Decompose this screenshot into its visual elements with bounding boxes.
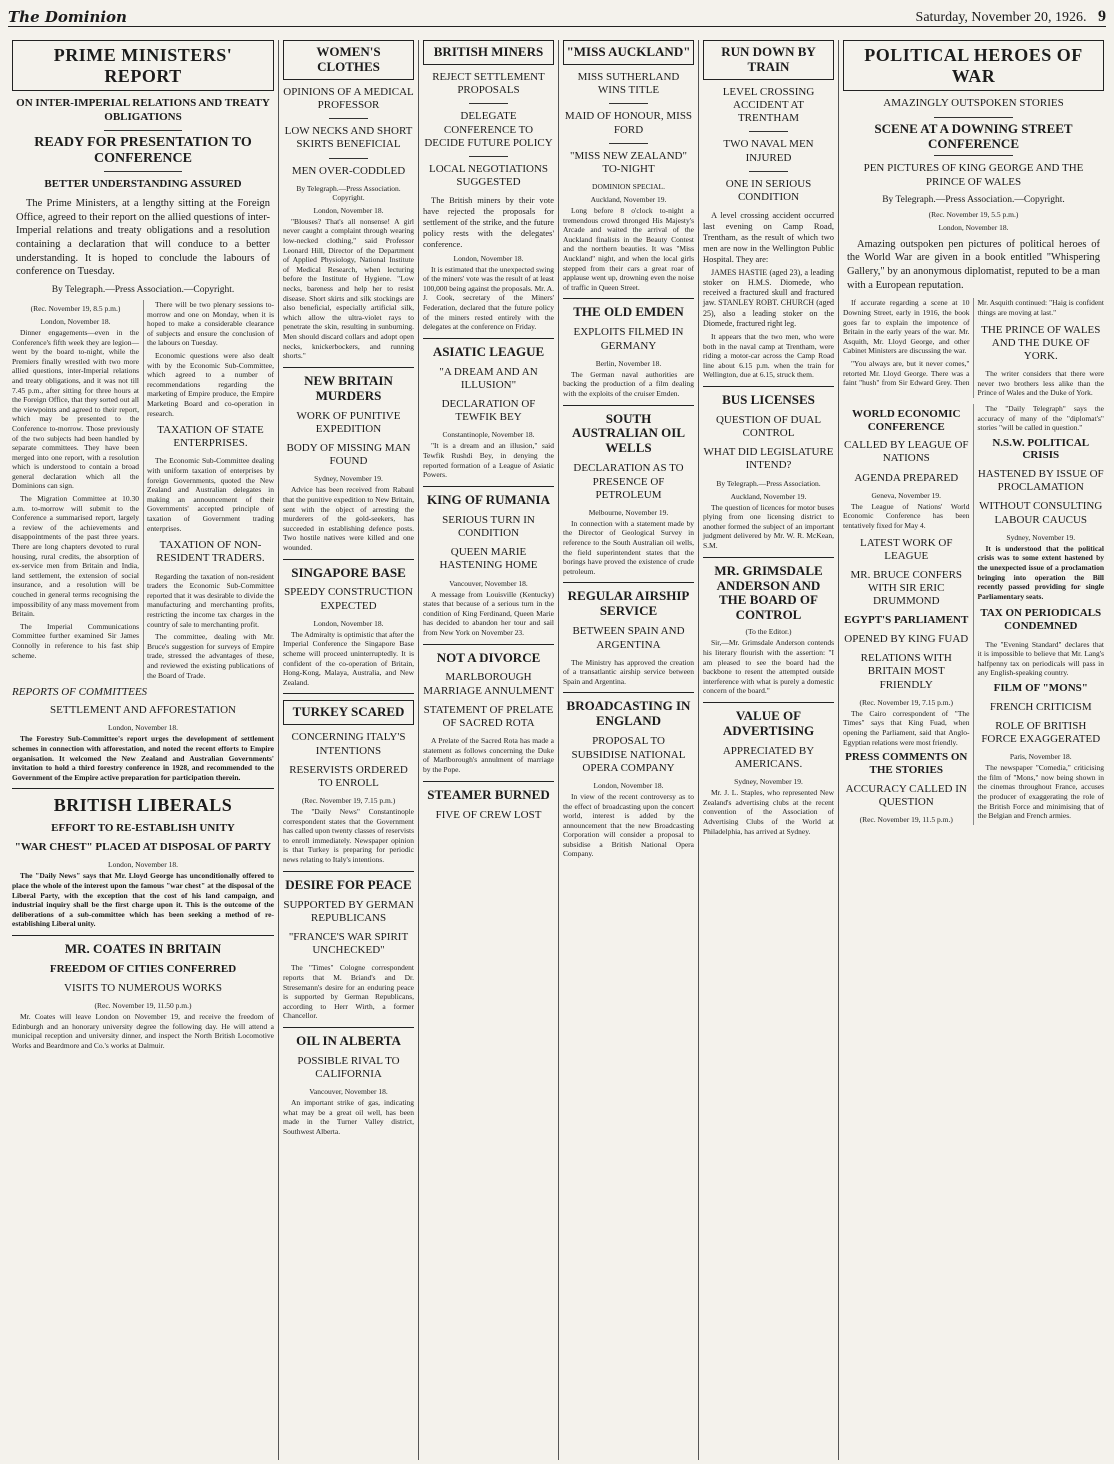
divider xyxy=(563,692,694,693)
subhead: CONCERNING ITALY'S INTENTIONS xyxy=(291,731,406,757)
subhead: "A DREAM AND AN ILLUSION" xyxy=(439,365,538,391)
place-line: London, November 18. xyxy=(40,316,111,326)
headline-press-comments: PRESS COMMENTS ON THE STORIES xyxy=(845,751,968,776)
headline-broadcasting: BROADCASTING IN ENGLAND xyxy=(566,698,691,729)
divider xyxy=(703,557,834,558)
subhead: "FRANCE'S WAR SPIRIT UNCHECKED" xyxy=(288,930,409,957)
divider xyxy=(104,130,183,131)
subhead: PROPOSAL TO SUBSIDISE NATIONAL OPERA COMPANY xyxy=(571,735,686,774)
subhead: FRENCH CRITICISM xyxy=(989,700,1092,713)
place-line: Vancouver, November 18. xyxy=(449,578,528,588)
divider xyxy=(104,171,183,172)
subhead: RESERVISTS ORDERED TO ENROLL xyxy=(289,763,408,789)
paragraph: The "Daily News" Constantinople correspondent states that the Government has called upon twenty classes of reservists to enroll immediately. Newspaper opinion is that Turkey is preparing for periodic news relating to Italy's intentions. xyxy=(283,807,414,865)
paragraph: The question of licences for motor buses plying from one licensing district to another formed the subject of an important judgment delivered by Mr. W. R. McKean, S.M. xyxy=(703,502,834,550)
subhead: APPRECIATED BY AMERICANS. xyxy=(722,744,815,770)
subhead: FREEDOM OF CITIES CONFERRED xyxy=(49,962,237,975)
subhead: TWO NAVAL MEN INJURED xyxy=(723,138,814,164)
subhead: MEN OVER-CODDLED xyxy=(291,164,406,177)
subhead: DECLARATION OF TEWFIK BEY xyxy=(441,398,536,424)
divider xyxy=(329,158,368,159)
subhead: WITHOUT CONSULTING LABOUR CAUCUS xyxy=(979,500,1103,526)
paragraph: The Cairo correspondent of "The Times" says that King Fuad, when opening the Parliament, said that Anglo-Egyptian relations were most friendly. xyxy=(843,708,970,747)
paragraph: A Prelate of the Sacred Rota has made a statement as follows concerning the Duke of Marlborough's annulment of marriage by the Pope. xyxy=(423,736,554,774)
divider xyxy=(934,155,1012,156)
subhead: DECLARATION AS TO PRESENCE OF PETROLEUM xyxy=(573,462,684,501)
paragraph: Mr. Coates will leave London on November 19, and receive the freedom of Edinburgh and an honorary university degree the following day. He will attend a municipal reception and university dinner, and inspect the North British Locomotive Works and Beardmore and Co.'s works at Dalmuir. xyxy=(12,1012,274,1050)
divider xyxy=(934,117,1012,118)
subhead: ACCURACY CALLED IN QUESTION xyxy=(845,782,967,808)
column-4 xyxy=(558,40,698,1460)
paragraph: In connection with a statement made by the Director of Geological Survey in reference to the South Australian oil wells, the field superintendent states that the borings have proved the existence of crude petroleum. xyxy=(563,518,694,576)
paragraph: The "Times" Cologne correspondent reports that M. Briand's and Dr. Stresemann's desire for an enduring peace is supported by German Republicans, according to Herr Wirth, a former Chancellor. xyxy=(283,963,414,1021)
paragraph: The German naval authorities are backing the production of a film dealing with the exploits of the cruiser Emden. xyxy=(563,369,694,398)
divider xyxy=(703,702,834,703)
place-line: Vancouver, November 18. xyxy=(309,1087,388,1097)
byline: By Telegraph.—Press Association. Copyright. xyxy=(296,183,401,202)
paragraph: The "Evening Standard" declares that it is impossible to believe that Mr. Lang's halfpenny tax on periodicals will pass in any English-speaking country. xyxy=(977,639,1104,678)
subhead: RELATIONS WITH BRITAIN MOST FRIENDLY xyxy=(860,652,952,691)
headline-world-economic: WORLD ECONOMIC CONFERENCE xyxy=(852,407,961,433)
divider xyxy=(749,131,788,132)
subhead: BODY OF MISSING MAN FOUND xyxy=(286,441,411,468)
section-heading: TAXATION OF STATE ENTERPRISES. xyxy=(157,424,264,450)
byline: By Telegraph.—Press Association. xyxy=(716,478,821,488)
place-line: Berlin, November 18. xyxy=(595,358,662,368)
headline-old-emden: THE OLD EMDEN xyxy=(573,304,684,320)
headline-steamer-burned: STEAMER BURNED xyxy=(427,786,550,802)
subhead: SERIOUS TURN IN CONDITION xyxy=(442,513,535,539)
section-heading: REPORTS OF COMMITTEES xyxy=(12,686,148,699)
paragraph: The committee, dealing with Mr. Bruce's suggestion for surveys of Empire trade, stressed the advantages of these, and reviewed the existing publications of the Board of Trade. xyxy=(147,632,274,680)
paragraph: The "Daily News" says that Mr. Lloyd George has unconditionally offered to place the whole of the interest upon the famous "war chest" at the disposal of the Liberal Party, with the exception that the cost of his land campaign, and industrial inquiry shall be the first charge upon it. This is the outcome of the deliberations of a sub-committee which has been seeking a method of re-establishing Liberal unity. xyxy=(12,871,274,929)
editor-line: (To the Editor.) xyxy=(745,627,792,637)
divider xyxy=(749,171,788,172)
subhead: CALLED BY LEAGUE OF NATIONS xyxy=(843,439,969,465)
subhead: MISS SUTHERLAND WINS TITLE xyxy=(577,70,680,97)
divider xyxy=(563,582,694,583)
byline: By Telegraph.—Press Association.—Copyright. xyxy=(882,194,1065,205)
headline-grimsdale: MR. GRIMSDALE ANDERSON AND THE BOARD OF CONTROL xyxy=(714,562,823,623)
divider xyxy=(283,1027,414,1028)
subhead: SPEEDY CONSTRUCTION EXPECTED xyxy=(284,586,413,612)
paragraph: The Economic Sub-Committee dealing with uniform taxation of enterprises by foreign Governments, quoted the New Zealand and Australian delegates in making an announcement of their Governments' accepted principle of taxation of Government trading enterprises. xyxy=(147,456,274,533)
paragraph: The League of Nations' World Economic Conference has been tentatively fixed for May 4. xyxy=(843,501,970,530)
subhead: BETTER UNDERSTANDING ASSURED xyxy=(44,177,242,190)
divider xyxy=(423,644,554,645)
section-heading: TAXATION OF NON-RESIDENT TRADERS. xyxy=(156,539,265,565)
paragraph: It appears that the two men, who were both in the naval camp at Trentham, were riding a motor-car across the Camp Road line about 6.15 p.m. when the train for Wellington, due at 6.15, struck them. xyxy=(703,331,834,380)
paragraph: Advice has been received from Rabaul that the punitive expedition to New Britain, sent with the object of arresting the murderers of the gold-seekers, has succeeded in establishing defence posts. Two hostile natives were killed and one wounded. xyxy=(283,485,414,552)
place-line: Auckland, November 19. xyxy=(590,195,667,205)
column-5 xyxy=(698,40,838,1460)
paragraph: The writer considers that there were never two brothers less alike than the Prince of Wales and the Duke of York. xyxy=(977,369,1104,398)
lead-paragraph: A level crossing accident occurred last evening on Camp Road, Trentham, as the result of which two men are now in the Wellington Public Hospital. They are: xyxy=(703,210,834,264)
headline-british-liberals: BRITISH LIBERALS xyxy=(53,795,233,816)
divider xyxy=(609,143,648,144)
dateline: (Rec. November 19, 7.15 p.m.) xyxy=(859,697,954,707)
place-line: London, November 18. xyxy=(938,222,1009,232)
paragraph: Long before 8 o'clock to-night a tremendous crowd thronged His Majesty's Arcade and waited the arrival of the Auckland finalists in the Beauty Contest and the northern beauties. It was "Miss Auckland" night, and when the local girls stepped from their cars a great roar of applause went up, drowning even the noise of traffic in Queen Street. xyxy=(563,206,694,292)
dateline: (Rec. November 19, 11.5 p.m.) xyxy=(859,814,953,824)
special-line: DOMINION SPECIAL. xyxy=(592,182,665,192)
subhead: LATEST WORK OF LEAGUE xyxy=(860,536,953,562)
paragraph: The newspaper "Comedia," criticising the film of "Mons," now being shown in the cinemas throughout France, accuses the producer of exaggerating the role of the British Force and minimising that of the Belgian and French armies. xyxy=(977,763,1104,821)
article-body xyxy=(12,300,274,680)
subhead: PEN PICTURES OF KING GEORGE AND THE PRINCE OF WALES xyxy=(863,162,1084,188)
subhead: TAX ON PERIODICALS CONDEMNED xyxy=(980,607,1102,633)
place-line: London, November 18. xyxy=(108,860,178,870)
subhead: OPINIONS OF A MEDICAL PROFESSOR xyxy=(283,85,414,112)
subhead: FIVE OF CREW LOST xyxy=(435,808,542,821)
subhead: LEVEL CROSSING ACCIDENT AT TRENTHAM xyxy=(722,85,815,125)
headline-new-britain: NEW BRITAIN MURDERS xyxy=(304,372,393,403)
paragraph: In view of the recent controversy as to the effect of broadcasting upon the concert world, interest is added by the announcement that the new Broadcasting Corporation will consider a proposal to subsidise a British National Opera Company. xyxy=(563,791,694,859)
paragraph: Economic questions were also dealt with by the Economic Sub-Committee, which agreed to a number of recommendations regarding the marketing of Empire produce, the Empire Marketing Board and co-operation in research. xyxy=(147,350,274,418)
place-line: Sydney, November 19. xyxy=(1006,532,1076,542)
subhead: STATEMENT OF PRELATE OF SACRED ROTA xyxy=(423,703,554,729)
subhead: "MISS NEW ZEALAND" TO-NIGHT xyxy=(570,149,687,175)
place-line: London, November 18. xyxy=(313,205,384,215)
divider xyxy=(423,781,554,782)
subhead: READY FOR PRESENTATION TO CONFERENCE xyxy=(34,134,252,166)
place-line: Geneva, November 19. xyxy=(871,490,942,500)
subhead: QUESTION OF DUAL CONTROL xyxy=(715,413,822,440)
paragraph: "Blouses? That's all nonsense! A girl never caught a complaint through wearing low-necked clothing," said Professor Leonard Hill, Director of the Department of Applied Physiology, National Institute of Medical Research, when lecturing before the Institute of Hygiene. "Low necks, bareness and help her to resist disease. Short skirts and silk stockings are also beneficial, especially artificial silk, which allow the ultra-violet rays to penetrate the skin, resulting in sunburning. Men should discard collars and adopt open necks, knickerbockers, and running shorts." xyxy=(283,216,414,361)
headline-film-mons: FILM OF "MONS" xyxy=(993,682,1088,695)
headline-coates: MR. COATES IN BRITAIN xyxy=(64,940,222,956)
place-line: Auckland, November 19. xyxy=(730,491,807,501)
divider xyxy=(469,103,508,104)
subhead: LOCAL NEGOTIATIONS SUGGESTED xyxy=(428,162,549,189)
headline-womens-clothes: WOMEN'S CLOTHES xyxy=(283,40,414,80)
divider xyxy=(423,486,554,487)
divider xyxy=(283,559,414,560)
subhead: LOW NECKS AND SHORT SKIRTS BENEFICIAL xyxy=(284,125,413,151)
paragraph: An important strike of gas, indicating what may be a great oil well, has been made in the Turner Valley district, Southwest Alberta. xyxy=(283,1098,414,1136)
byline: By Telegraph.—Press Association.—Copyright. xyxy=(51,284,235,295)
place-line: Sydney, November 19. xyxy=(314,474,383,484)
column-3 xyxy=(418,40,558,1460)
subhead: DELEGATE CONFERENCE TO DECIDE FUTURE POLICY xyxy=(424,110,553,149)
headline-nsw-crisis: N.S.W. POLITICAL CRISIS xyxy=(992,436,1090,462)
headline-oil-wells: SOUTH AUSTRALIAN OIL WELLS xyxy=(571,410,686,456)
article-body xyxy=(843,298,1104,398)
subhead: MARLBOROUGH MARRIAGE ANNULMENT xyxy=(423,671,554,697)
page-number: 9 xyxy=(1098,8,1106,25)
dateline: (Rec. November 19, 8.5 p.m.) xyxy=(30,303,121,313)
paragraph: The "Daily Telegraph" says the accuracy of many of the "diplomat's" stories "will be called in question." xyxy=(977,403,1104,433)
divider xyxy=(329,118,368,119)
subhead: MAID OF HONOUR, MISS FORD xyxy=(564,110,693,136)
date-text: Saturday, November 20, 1926. xyxy=(915,10,1087,25)
paragraph: The Migration Committee at 10.30 a.m. to-morrow will submit to the Conference a summarised report, largely a review of the achievements and disappointments of the past three years. There are long chapters devoted to rural housing, rural credits, the absorption of ex-service men from Britain and India, land settlement, the extension of social insurance, and a resolution will be couched in general terms recognising the impossibility of any mass movement from Britain. xyxy=(12,494,139,619)
paragraph: The Admiralty is optimistic that after the Imperial Conference the Singapore Base scheme will proceed uninterruptedly. It is confident of the co-operation of Britain, Hong-Kong, Malaya, Australia, and New Zealand. xyxy=(283,629,414,687)
headline-british-miners: BRITISH MINERS xyxy=(423,40,554,65)
subhead: WHAT DID LEGISLATURE INTEND? xyxy=(703,446,834,472)
section-heading: THE PRINCE OF WALES AND THE DUKE OF YORK. xyxy=(981,323,1101,362)
subhead: HASTENED BY ISSUE OF PROCLAMATION xyxy=(977,467,1104,494)
divider xyxy=(423,338,554,339)
lead-paragraph: The Prime Ministers, at a lengthy sitting at the Foreign Office, agreed to their report on the allied questions of inter-Imperial relations and treaty obligations and a resolution containing a declaration that will conduce to a better understanding. It is hoped to conclude the labours of conference on Tuesday. xyxy=(16,198,270,278)
subhead: MR. BRUCE CONFERS WITH SIR ERIC DRUMMOND xyxy=(850,568,963,608)
subhead: SCENE AT A DOWNING STREET CONFERENCE xyxy=(874,120,1073,151)
paragraph: Regarding the taxation of non-resident traders the Economic Sub-Committee reported that it was desirable to divide the manufacturing and merchanting profits, restricting the income tax charges in the country of sale to merchanting profit. xyxy=(147,571,274,629)
subhead: REJECT SETTLEMENT PROPOSALS xyxy=(432,70,545,97)
divider xyxy=(469,156,508,157)
headline-airship: REGULAR AIRSHIP SERVICE xyxy=(567,588,690,619)
divider xyxy=(283,871,414,872)
lead-paragraph: Amazing outspoken pen pictures of political heroes of the World War are given in a book entitled "Whispering Gallery," by an anonymous diplomatist, reputed to be a man with a European reputation. xyxy=(847,238,1100,291)
divider xyxy=(563,405,694,406)
divider xyxy=(703,386,834,387)
issue-date xyxy=(916,8,1106,26)
place-line: London, November 18. xyxy=(593,780,664,790)
column-6 xyxy=(838,40,1108,1460)
paragraph: The Imperial Communications Committee further examined Sir James Connolly in reference to his fast ship scheme. xyxy=(12,621,139,660)
headline-singapore: SINGAPORE BASE xyxy=(291,564,406,580)
divider xyxy=(609,103,648,104)
headline-oil-alberta: OIL IN ALBERTA xyxy=(296,1032,401,1048)
headline-bus-licenses: BUS LICENSES xyxy=(722,391,815,407)
place-line: Sydney, November 19. xyxy=(734,777,803,787)
dateline: (Rec. November 19, 11.50 p.m.) xyxy=(94,1001,192,1011)
subhead: BETWEEN SPAIN AND ARGENTINA xyxy=(572,625,685,651)
subhead: AMAZINGLY OUTSPOKEN STORIES xyxy=(883,97,1064,110)
dateline: (Rec. November 19, 5.5 p.m.) xyxy=(928,209,1019,219)
paragraph: The Forestry Sub-Committee's report urges the development of settlement schemes in connection with afforestation, and noted the recent efforts to Empire organisation. It welcomed the New Zealand and Australian Governments' invitation to hold a third forestry conference in 1928, and recommended to the Government of the Empire active preparation for participation therein. xyxy=(12,734,274,782)
divider xyxy=(563,298,694,299)
subhead: ONE IN SERIOUS CONDITION xyxy=(725,177,812,203)
headline-miss-auckland: "MISS AUCKLAND" xyxy=(563,40,694,65)
subhead: ON INTER-IMPERIAL RELATIONS AND TREATY OBLIGATIONS xyxy=(16,97,270,123)
headline-peace: DESIRE FOR PEACE xyxy=(285,876,412,892)
paragraph: There will be two plenary sessions to-morrow and one on Monday, when it is hoped to make a considerable clearance of subjects and ensure the conclusion of the labours on Tuesday. xyxy=(147,299,274,348)
names-paragraph: JAMES HASTIE (aged 23), a leading stoker on H.M.S. Diomede, who received a fractured skull and fractured jaw. STANLEY ROBT. CHURCH (aged 25), also a leading stoker on the Diomede, fractured right leg. xyxy=(703,267,834,328)
subhead: SUPPORTED BY GERMAN REPUBLICANS xyxy=(283,898,414,924)
place-line: Melbourne, November 19. xyxy=(588,507,669,517)
headline-prime-ministers: PRIME MINISTERS' REPORT xyxy=(12,40,274,91)
subhead: EFFORT TO RE-ESTABLISH UNITY xyxy=(51,821,235,834)
paragraph: If accurate regarding a scene at 10 Downing Street, early in 1916, the book goes far to explain the impotence of Britain in the early years of the war. Mr. Asquith, Mr. Lloyd George, and other Cabinet Ministers are discussing the war. xyxy=(843,298,970,356)
headline-run-down: RUN DOWN BY TRAIN xyxy=(703,40,834,80)
place-line: Paris, November 18. xyxy=(1009,752,1072,762)
paper-name: The Dominion xyxy=(8,8,127,26)
headline-political-heroes: POLITICAL HEROES OF WAR xyxy=(843,40,1104,91)
place-line: London, November 18. xyxy=(453,253,524,263)
paragraph: Sir,—Mr. Grimsdale Anderson contends his literary flourish with the assertion: "I am pleased to see the board had the backbone to resent the attempted outside interference with what is purely a domestic concern of the board." xyxy=(703,638,834,696)
column-1 xyxy=(8,40,278,1460)
headline-advertising: VALUE OF ADVERTISING xyxy=(722,707,815,738)
lower-section xyxy=(843,404,1104,825)
divider xyxy=(283,367,414,368)
column-2 xyxy=(278,40,418,1460)
paragraph: It is understood that the political crisis was to some extent hastened by the unexpected issue of a proclamation bringing into operation the Bill recently passed providing for single Parliamentary seats. xyxy=(977,543,1104,601)
paragraph: Mr. J. L. Staples, who represented New Zealand's advertising clubs at the recent convention of the Association of Advertising Clubs of the World at Philadelphia, has arrived at Sydney. xyxy=(703,788,834,836)
masthead xyxy=(8,4,1106,27)
paragraph: It is estimated that the unexpected swing of the miners' vote was the result of at least 100,000 being against the proposals. Mr. A. J. Cook, secretary of the Miners' Federation, declared that the future policy of the miners rested entirely with the delegates at the conference on Friday. xyxy=(423,264,554,332)
divider xyxy=(12,935,274,936)
place-line: London, November 18. xyxy=(108,723,178,733)
headline-not-a-divorce: NOT A DIVORCE xyxy=(436,649,541,665)
paragraph: Dinner engagements—even in the Conference's fifth week they are legion—went by the board to-night, while the Premiers finally wrestled with two more allied questions, inter-Imperial relations and treaty obligations, and it was not till 7.45 p.m., after sitting for three hours at the Foreign Office, that they sorted out all the viewpoints and agreed to their report, which may be presented to the Conference to-morrow. Those previously of the two subjects had been handled by separate committees. They have been merged into one report, with a resolution which is understood to contain a broad general declaration which all the Dominions can sign. xyxy=(12,327,139,491)
dateline: (Rec. November 19, 7.15 p.m.) xyxy=(301,796,396,806)
lead-paragraph: The British miners by their vote have rejected the proposals for settlement of the strike, and the future policy rests with the delegates' conference. xyxy=(423,195,554,249)
subhead: "WAR CHEST" PLACED AT DISPOSAL OF PARTY xyxy=(14,841,272,854)
subhead: VISITS TO NUMEROUS WORKS xyxy=(64,982,222,995)
headline-asiatic-league: ASIATIC LEAGUE xyxy=(432,343,545,359)
subhead: POSSIBLE RIVAL TO CALIFORNIA xyxy=(297,1054,400,1080)
headline-turkey: TURKEY SCARED xyxy=(283,700,414,725)
place-line: Constantinople, November 18. xyxy=(442,430,535,440)
place-line: London, November 18. xyxy=(313,618,384,628)
subhead: SETTLEMENT AND AFFORESTATION xyxy=(50,704,236,717)
divider xyxy=(283,693,414,694)
paragraph: A message from Louisville (Kentucky) states that because of a serious turn in the condition of King Ferdinand, Queen Marie has decided to abandon her tour and sail from New York on November 23. xyxy=(423,589,554,637)
headline-egypt: EGYPT'S PARLIAMENT xyxy=(844,614,969,627)
subhead: AGENDA PREPARED xyxy=(854,471,959,484)
subhead: ROLE OF BRITISH FORCE EXAGGERATED xyxy=(981,719,1101,746)
subhead: QUEEN MARIE HASTENING HOME xyxy=(439,546,538,572)
paragraph: "It is a dream and an illusion," said Tewfik Rushdi Bey, in denying the reported formation of a League of Asiatic Powers. xyxy=(423,441,554,480)
subhead: WORK OF PUNITIVE EXPEDITION xyxy=(296,409,401,435)
subhead: OPENED BY KING FUAD xyxy=(844,633,969,646)
subhead: EXPLOITS FILMED IN GERMANY xyxy=(573,326,684,352)
paragraph: "You always are, but it never comes," retorted Mr. Lloyd George. There was a faint "hush" from Sir Edward Grey. Then Mr. Asquith continued: "Haig is confident things are moving at last." xyxy=(843,298,1104,388)
headline-king-rumania: KING OF RUMANIA xyxy=(426,491,550,507)
paragraph: The Ministry has approved the creation of a transatlantic airship service between Spain and Argentina. xyxy=(563,657,694,686)
divider xyxy=(12,788,274,789)
